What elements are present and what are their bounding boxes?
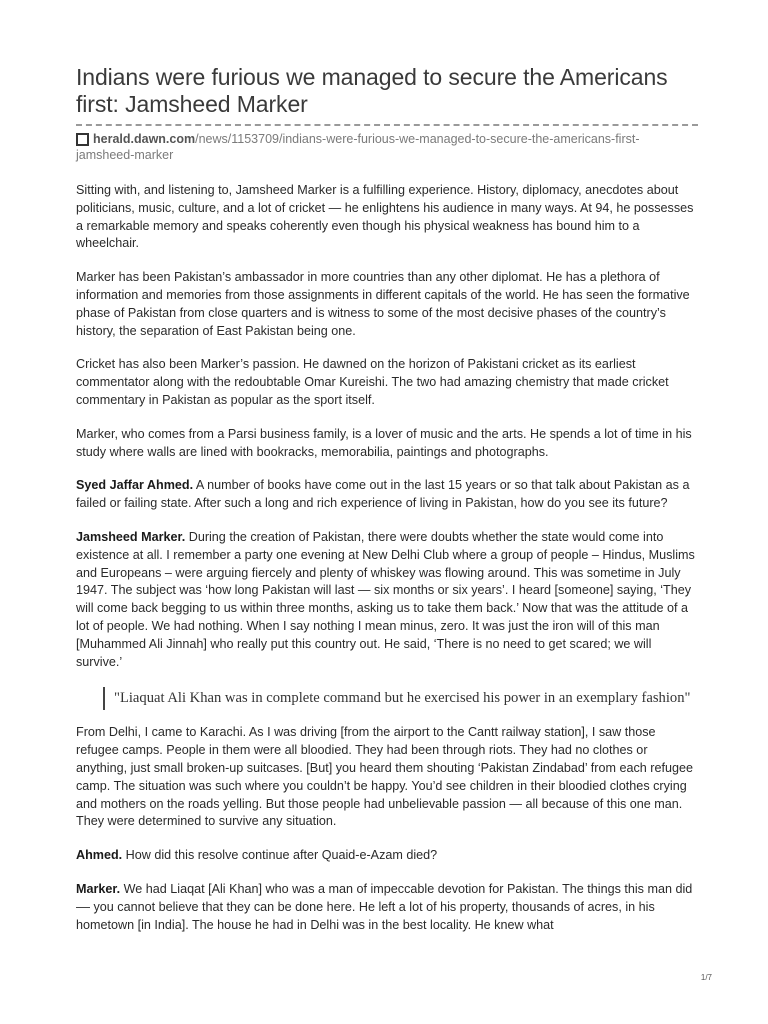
checkbox-icon xyxy=(76,133,89,146)
paragraph: Cricket has also been Marker’s passion. He dawned on the horizon of Pakistani cricket as its earliest commentator along with the redoubtable Omar Kureishi. The two had amazing chemistry that made cricket commentary in Pakistan as popular as the sport itself. xyxy=(76,357,669,407)
source-line xyxy=(76,131,696,163)
article-title: Indians were furious we managed to secure the Americans first: Jamsheed Marker xyxy=(76,64,668,117)
title-divider xyxy=(76,124,698,126)
speaker-name: Ahmed. xyxy=(76,848,123,863)
question-paragraph xyxy=(76,477,696,513)
answer-paragraph xyxy=(76,529,696,671)
speaker-name: Syed Jaffar Ahmed. xyxy=(76,478,194,493)
page-number: 1/7 xyxy=(700,973,712,982)
question-paragraph xyxy=(76,847,696,865)
speaker-name: Marker. xyxy=(76,881,121,896)
pull-quote: "Liaquat Ali Khan was in complete command but he exercised his power in an exemplary fashion" xyxy=(103,687,696,710)
answer-paragraph xyxy=(76,881,696,934)
answer-text: We had Liaqat [Ali Khan] who was a man of impeccable devotion for Pakistan. The things this man did –– you cannot believe that they can be done here. He left a lot of his property, thousands of acres, in his hometown [in India]. The house he had in Delhi was in the best locality. He knew what xyxy=(76,881,693,932)
paragraph: Marker, who comes from a Parsi business family, is a lover of music and the arts. He spends a lot of time in his study where walls are lined with bookracks, memorabilia, paintings and photographs. xyxy=(76,426,692,459)
paragraph: From Delhi, I came to Karachi. As I was driving [from the airport to the Cantt railway station], I saw those refugee camps. People in them were all bloodied. They had been through riots. They had no clothes or anything, just small broken-up suitcases. [But] you heard them shouting ‘Pakistan Zindabad’ from each refugee camp. The situation was such where you couldn’t be happy. You’d see children in their bloodied clothes crying and mothers on the roads yelling. But those people had unbelievable passion — all because of this one man. They were determined to survive any situation. xyxy=(76,725,693,829)
question-text: A number of books have come out in the last 15 years or so that talk about Pakistan as a failed or failing state. After such a long and rich experience of living in Pakistan, how do you see its future? xyxy=(76,478,690,511)
question-text: How did this resolve continue after Quaid-e-Azam died? xyxy=(122,848,438,863)
paragraph: Sitting with, and listening to, Jamsheed Marker is a fulfilling experience. History, diplomacy, anecdotes about politicians, music, culture, and a lot of cricket — he enlightens his audience in many ways. At 94, he possesses a remarkable memory and speaks coherently even though his physical weakness has bound him to a wheelchair. xyxy=(76,183,694,251)
source-domain-link[interactable]: herald.dawn.com xyxy=(93,132,196,146)
article-body xyxy=(76,182,696,934)
answer-text: During the creation of Pakistan, there were doubts whether the state would come into existence at all. I remember a party one evening at New Delhi Club where a group of people – Hindus, Muslims and Europeans – were arguing fiercely and plenty of whiskey was flowing around. This was sometime in July 1947. The subject was ‘how long Pakistan will last — six months or six years’. I heard [someone] saying, ‘They will come back begging to us within three months, asking us to take them back.’ Now that was the attitude of a lot of people. We had nothing. When I say nothing I mean minus, zero. It was just the iron will of this man [Muhammed Ali Jinnah] who really put this country out. He said, ‘There is no need to get scared; we will survive.’ xyxy=(76,529,695,669)
article-page xyxy=(76,64,696,950)
source-path-link[interactable]: /news/1153709/indians-were-furious-we-managed-to-secure-the-americans-first-jamsheed-marker xyxy=(76,132,640,162)
paragraph: Marker has been Pakistan’s ambassador in more countries than any other diplomat. He has a plethora of information and memories from those assignments in different capitals of the world. He has seen the formative phase of Pakistan from close quarters and is witness to some of the most decisive phases of the country’s history, the separation of East Pakistan being one. xyxy=(76,270,690,338)
speaker-name: Jamsheed Marker. xyxy=(76,529,186,544)
